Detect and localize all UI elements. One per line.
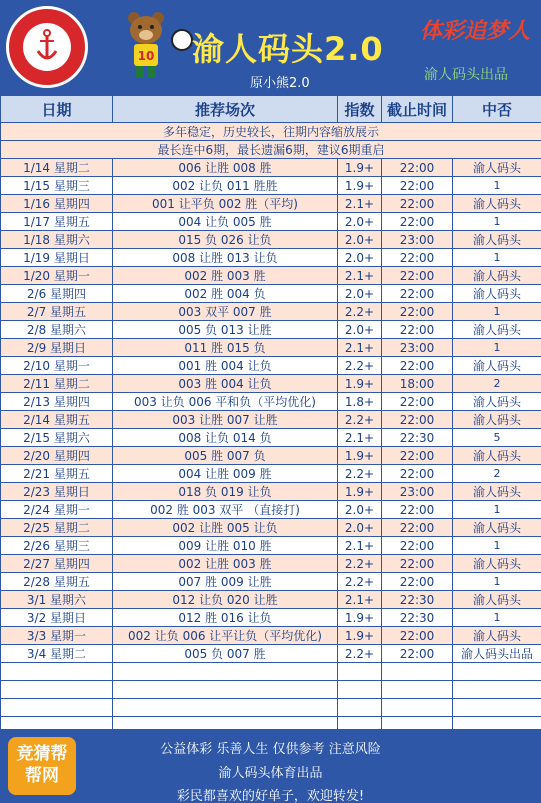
empty-cell (453, 699, 541, 717)
cell-result: 1 (453, 573, 541, 591)
cell-date: 3/1 星期六 (1, 591, 113, 609)
cell-match: 002 胜 003 胜 (113, 267, 338, 285)
empty-cell (113, 699, 338, 717)
table-row (1, 213, 541, 231)
cell-index: 2.2+ (338, 357, 382, 375)
header-deadline: 截止时间 (382, 96, 453, 123)
table-row (1, 285, 541, 303)
footer (0, 729, 541, 803)
cell-deadline: 22:00 (382, 447, 453, 465)
cell-deadline: 22:00 (382, 303, 453, 321)
table-row (1, 357, 541, 375)
cell-match: 002 让负 006 让平让负（平均优化) (113, 627, 338, 645)
cell-date: 2/6 星期四 (1, 285, 113, 303)
table-row (1, 411, 541, 429)
cell-deadline: 18:00 (382, 375, 453, 393)
cell-index: 2.2+ (338, 645, 382, 663)
cell-deadline: 22:00 (382, 465, 453, 483)
cell-date: 2/11 星期二 (1, 375, 113, 393)
cell-result: 渝人码头 (453, 159, 541, 177)
cell-result: 渝人码头 (453, 627, 541, 645)
page-title: 渝人码头2.0 (192, 30, 384, 68)
empty-cell (453, 663, 541, 681)
cell-deadline: 22:00 (382, 267, 453, 285)
cell-result: 1 (453, 537, 541, 555)
cell-match: 002 让胜 003 胜 (113, 555, 338, 573)
cell-date: 1/20 星期一 (1, 267, 113, 285)
cell-match: 008 让胜 013 让负 (113, 249, 338, 267)
cell-date: 2/21 星期五 (1, 465, 113, 483)
cell-date: 1/16 星期四 (1, 195, 113, 213)
cell-result: 渝人码头 (453, 591, 541, 609)
brand-tagline: 渝人码头出品 (424, 67, 508, 83)
cell-match: 001 让平负 002 胜（平均) (113, 195, 338, 213)
cell-result: 渝人码头 (453, 483, 541, 501)
cell-result: 1 (453, 177, 541, 195)
cell-result: 渝人码头 (453, 411, 541, 429)
footer-line-1: 公益体彩 乐善人生 仅供参考 注意风险 (160, 742, 381, 757)
cell-match: 003 让胜 007 让胜 (113, 411, 338, 429)
table-row (1, 627, 541, 645)
empty-cell (453, 681, 541, 699)
table-row (1, 321, 541, 339)
cell-index: 2.2+ (338, 465, 382, 483)
table-row (1, 375, 541, 393)
empty-row (1, 699, 541, 717)
cell-result: 1 (453, 501, 541, 519)
note-row (1, 141, 541, 159)
cell-index: 2.2+ (338, 303, 382, 321)
cell-deadline: 22:00 (382, 357, 453, 375)
cell-match: 001 胜 004 让负 (113, 357, 338, 375)
cell-index: 1.8+ (338, 393, 382, 411)
bear-mascot-icon (120, 10, 172, 82)
bear-shirt-number: 10 (137, 49, 155, 63)
table-row (1, 177, 541, 195)
cell-match: 007 胜 009 让胜 (113, 573, 338, 591)
empty-row (1, 663, 541, 681)
table-row (1, 609, 541, 627)
cell-match: 006 让胜 008 胜 (113, 159, 338, 177)
cell-date: 2/15 星期六 (1, 429, 113, 447)
cell-deadline: 22:30 (382, 591, 453, 609)
cell-match: 002 胜 003 双平 （直接打) (113, 501, 338, 519)
cell-deadline: 22:00 (382, 213, 453, 231)
cell-match: 018 负 019 让负 (113, 483, 338, 501)
empty-cell (1, 681, 113, 699)
empty-cell (1, 663, 113, 681)
header-date: 日期 (1, 96, 113, 123)
cell-deadline: 22:00 (382, 195, 453, 213)
table-row (1, 573, 541, 591)
cell-result: 渝人码头 (453, 231, 541, 249)
cell-deadline: 22:00 (382, 573, 453, 591)
cell-date: 2/23 星期日 (1, 483, 113, 501)
cell-date: 1/19 星期日 (1, 249, 113, 267)
cell-index: 2.2+ (338, 411, 382, 429)
table-row (1, 519, 541, 537)
cell-date: 2/26 星期三 (1, 537, 113, 555)
cell-deadline: 22:00 (382, 411, 453, 429)
cell-match: 003 让负 006 平和负（平均优化) (113, 393, 338, 411)
cell-result: 渝人码头 (453, 321, 541, 339)
cell-index: 2.0+ (338, 213, 382, 231)
cell-index: 2.1+ (338, 195, 382, 213)
table-header-row (1, 96, 541, 123)
cell-result: 渝人码头 (453, 519, 541, 537)
cell-deadline: 22:00 (382, 501, 453, 519)
table-row (1, 555, 541, 573)
cell-index: 2.1+ (338, 591, 382, 609)
cell-match: 002 胜 004 负 (113, 285, 338, 303)
note-text: 多年稳定，历史较长，往期内容缩放展示 (1, 123, 541, 141)
empty-cell (382, 699, 453, 717)
club-logo (6, 6, 88, 88)
page-subtitle: 原小熊2.0 (250, 76, 310, 91)
empty-cell (338, 699, 382, 717)
cell-date: 2/9 星期日 (1, 339, 113, 357)
cell-date: 2/8 星期六 (1, 321, 113, 339)
table-row (1, 195, 541, 213)
cell-match: 005 负 007 胜 (113, 645, 338, 663)
table-row (1, 465, 541, 483)
cell-index: 1.9+ (338, 159, 382, 177)
header (0, 0, 541, 95)
empty-cell (382, 663, 453, 681)
cell-deadline: 22:30 (382, 609, 453, 627)
cell-match: 003 胜 004 让负 (113, 375, 338, 393)
table-row (1, 591, 541, 609)
cell-date: 2/10 星期一 (1, 357, 113, 375)
cell-deadline: 22:00 (382, 519, 453, 537)
cell-result: 1 (453, 339, 541, 357)
cell-date: 3/3 星期一 (1, 627, 113, 645)
cell-date: 1/14 星期二 (1, 159, 113, 177)
cell-deadline: 22:00 (382, 321, 453, 339)
cell-date: 2/20 星期四 (1, 447, 113, 465)
cell-match: 002 让胜 005 让负 (113, 519, 338, 537)
cell-deadline: 22:00 (382, 159, 453, 177)
cell-index: 2.1+ (338, 429, 382, 447)
cell-index: 1.9+ (338, 483, 382, 501)
cell-deadline: 22:00 (382, 249, 453, 267)
table-row (1, 429, 541, 447)
cell-match: 004 让胜 009 胜 (113, 465, 338, 483)
note-text: 最长连中6期，最长遗漏6期，建议6期重启 (1, 141, 541, 159)
cell-index: 2.1+ (338, 339, 382, 357)
empty-row (1, 681, 541, 699)
cell-result: 2 (453, 465, 541, 483)
footer-line-2: 渝人码头体育出品 (218, 766, 323, 781)
recommendation-table (0, 95, 541, 735)
cell-index: 1.9+ (338, 375, 382, 393)
empty-cell (113, 681, 338, 699)
cell-result: 渝人码头 (453, 555, 541, 573)
table-row (1, 393, 541, 411)
cell-date: 2/28 星期五 (1, 573, 113, 591)
anchor-icon (37, 29, 57, 63)
table-row (1, 159, 541, 177)
cell-index: 1.9+ (338, 447, 382, 465)
cell-index: 2.1+ (338, 537, 382, 555)
cell-result: 2 (453, 375, 541, 393)
cell-deadline: 22:00 (382, 627, 453, 645)
cell-match: 012 让负 020 让胜 (113, 591, 338, 609)
table-row (1, 249, 541, 267)
table-row (1, 303, 541, 321)
cell-date: 1/18 星期六 (1, 231, 113, 249)
cell-date: 2/13 星期四 (1, 393, 113, 411)
note-row (1, 123, 541, 141)
table-row (1, 483, 541, 501)
table-row (1, 537, 541, 555)
cell-deadline: 23:00 (382, 483, 453, 501)
cell-deadline: 22:00 (382, 645, 453, 663)
cell-deadline: 22:00 (382, 285, 453, 303)
table-row (1, 447, 541, 465)
cell-index: 2.0+ (338, 249, 382, 267)
header-index: 指数 (338, 96, 382, 123)
cell-deadline: 23:00 (382, 339, 453, 357)
cell-match: 012 胜 016 让负 (113, 609, 338, 627)
cell-deadline: 22:00 (382, 537, 453, 555)
cell-result: 1 (453, 303, 541, 321)
empty-cell (113, 663, 338, 681)
cell-match: 015 负 026 让负 (113, 231, 338, 249)
cell-result: 渝人码头 (453, 267, 541, 285)
slogan-artwork: 体彩追梦人 (420, 19, 531, 44)
cell-deadline: 22:30 (382, 429, 453, 447)
cell-date: 1/17 星期五 (1, 213, 113, 231)
cell-result: 渝人码头出品 (453, 645, 541, 663)
cell-index: 2.1+ (338, 267, 382, 285)
table-row (1, 339, 541, 357)
cell-match: 003 双平 007 胜 (113, 303, 338, 321)
cell-deadline: 22:00 (382, 393, 453, 411)
badge-text: 竞猜帮帮网 (16, 744, 68, 786)
cell-match: 005 胜 007 负 (113, 447, 338, 465)
cell-date: 2/14 星期五 (1, 411, 113, 429)
empty-cell (338, 663, 382, 681)
cell-index: 2.0+ (338, 519, 382, 537)
table-row (1, 501, 541, 519)
cell-index: 2.0+ (338, 501, 382, 519)
cell-index: 2.2+ (338, 555, 382, 573)
cell-date: 2/24 星期一 (1, 501, 113, 519)
cell-index: 1.9+ (338, 609, 382, 627)
footer-line-3: 彩民都喜欢的好单子，欢迎转发! (176, 789, 365, 803)
cell-result: 1 (453, 249, 541, 267)
table-row (1, 231, 541, 249)
cell-index: 1.9+ (338, 627, 382, 645)
cell-result: 渝人码头 (453, 357, 541, 375)
cell-result: 渝人码头 (453, 447, 541, 465)
cell-deadline: 22:00 (382, 177, 453, 195)
cell-deadline: 22:00 (382, 555, 453, 573)
cell-date: 1/15 星期三 (1, 177, 113, 195)
header-result: 中否 (453, 96, 541, 123)
cell-date: 3/2 星期日 (1, 609, 113, 627)
cell-match: 004 让负 005 胜 (113, 213, 338, 231)
cell-date: 2/7 星期五 (1, 303, 113, 321)
cell-match: 008 让负 014 负 (113, 429, 338, 447)
cell-match: 002 让负 011 胜胜 (113, 177, 338, 195)
cell-index: 2.0+ (338, 285, 382, 303)
cell-index: 2.0+ (338, 231, 382, 249)
cell-index: 1.9+ (338, 177, 382, 195)
cell-result: 1 (453, 609, 541, 627)
cell-date: 2/27 星期四 (1, 555, 113, 573)
empty-cell (338, 681, 382, 699)
football-icon (171, 29, 193, 51)
header-match: 推荐场次 (113, 96, 338, 123)
cell-index: 2.0+ (338, 321, 382, 339)
cell-date: 2/25 星期二 (1, 519, 113, 537)
table-row (1, 267, 541, 285)
cell-result: 5 (453, 429, 541, 447)
cell-deadline: 23:00 (382, 231, 453, 249)
cell-match: 005 负 013 让胜 (113, 321, 338, 339)
cell-result: 渝人码头 (453, 285, 541, 303)
logo-inner-circle (23, 23, 71, 71)
cell-match: 011 胜 015 负 (113, 339, 338, 357)
empty-cell (1, 699, 113, 717)
cell-index: 2.2+ (338, 573, 382, 591)
cell-result: 渝人码头 (453, 393, 541, 411)
empty-cell (382, 681, 453, 699)
table-row (1, 645, 541, 663)
cell-date: 3/4 星期二 (1, 645, 113, 663)
cell-match: 009 让胜 010 胜 (113, 537, 338, 555)
cell-result: 渝人码头 (453, 195, 541, 213)
cell-result: 1 (453, 213, 541, 231)
table-body (1, 123, 541, 735)
